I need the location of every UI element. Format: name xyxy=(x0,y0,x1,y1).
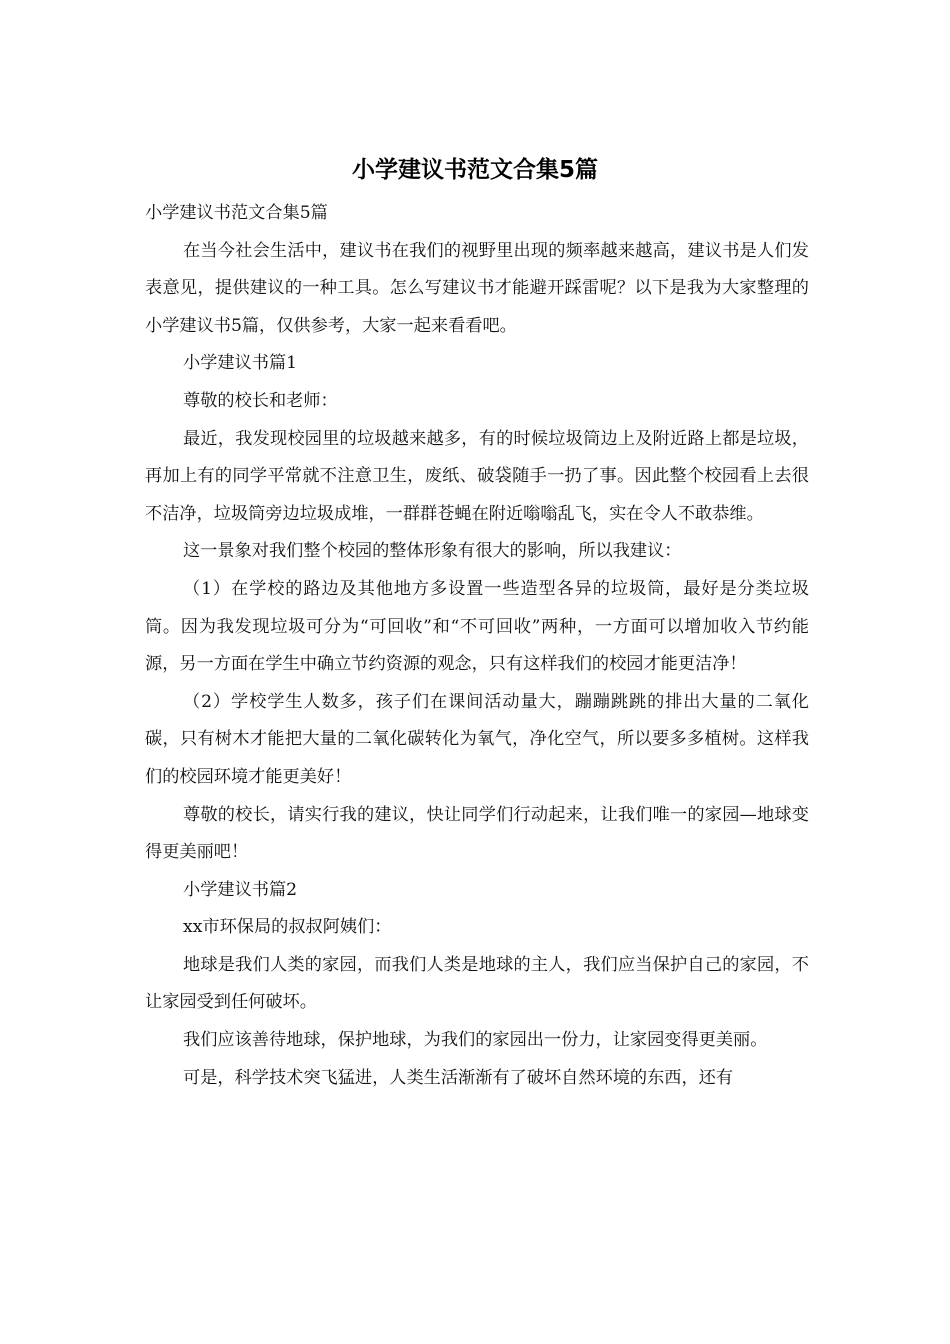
paragraph: 我们应该善待地球，保护地球，为我们的家园出一份力，让家园变得更美丽。 xyxy=(183,1030,768,1051)
paragraph: 这一景象对我们整个校园的整体形象有很大的影响，所以我建议： xyxy=(183,541,682,562)
suggestion-item-1: （1）在学校的路边及其他地方多设置一些造型各异的垃圾筒，最好是分类垃圾筒。因为我发现垃圾可分为“可回收”和“不可回收”两种，一方面可以增加收入节约能源，另一方面在学生中确立节约资源的观念，只有这样我们的校园才能更洁净！ xyxy=(145,578,809,675)
document-body xyxy=(145,195,809,1097)
paragraph: 最近，我发现校园里的垃圾越来越多，有的时候垃圾筒边上及附近路上都是垃圾，再加上有的同学平常就不注意卫生，废纸、破袋随手一扔了事。因此整个校园看上去很不洁净，垃圾筒旁边垃圾成堆，一群群苍蝇在附近嗡嗡乱飞，实在令人不敢恭维。 xyxy=(145,428,809,524)
paragraph-subtitle: 小学建议书范文合集5篇 xyxy=(145,203,328,223)
paragraph: 可是，科学技术突飞猛进，人类生活渐渐有了破坏自然环境的东西，还有 xyxy=(183,1067,734,1088)
salutation-1: 尊敬的校长和老师： xyxy=(183,390,338,411)
paragraph-intro: 在当今社会生活中，建议书在我们的视野里出现的频率越来越高，建议书是人们发表意见，提供建议的一种工具。怎么写建议书才能避开踩雷呢？以下是我为大家整理的小学建议书5篇，仅供参考，大家一起来看看吧。 xyxy=(145,240,809,336)
document-title: 小学建议书范文合集5篇 xyxy=(351,157,598,183)
salutation-2: xx市环保局的叔叔阿姨们： xyxy=(183,917,392,938)
paragraph: 地球是我们人类的家园，而我们人类是地球的主人，我们应当保护自己的家园，不让家园受到任何破坏。 xyxy=(145,954,809,1013)
section-heading-2: 小学建议书篇2 xyxy=(183,879,298,900)
paragraph-closing: 尊敬的校长，请实行我的建议，快让同学们行动起来，让我们唯一的家园—地球变得更美丽吧！ xyxy=(145,804,809,863)
section-heading-1: 小学建议书篇1 xyxy=(183,353,298,374)
suggestion-item-2: （2）学校学生人数多，孩子们在课间活动量大，蹦蹦跳跳的排出大量的二氧化碳，只有树木才能把大量的二氧化碳转化为氧气，净化空气，所以要多多植树。这样我们的校园环境才能更美好！ xyxy=(145,691,809,787)
